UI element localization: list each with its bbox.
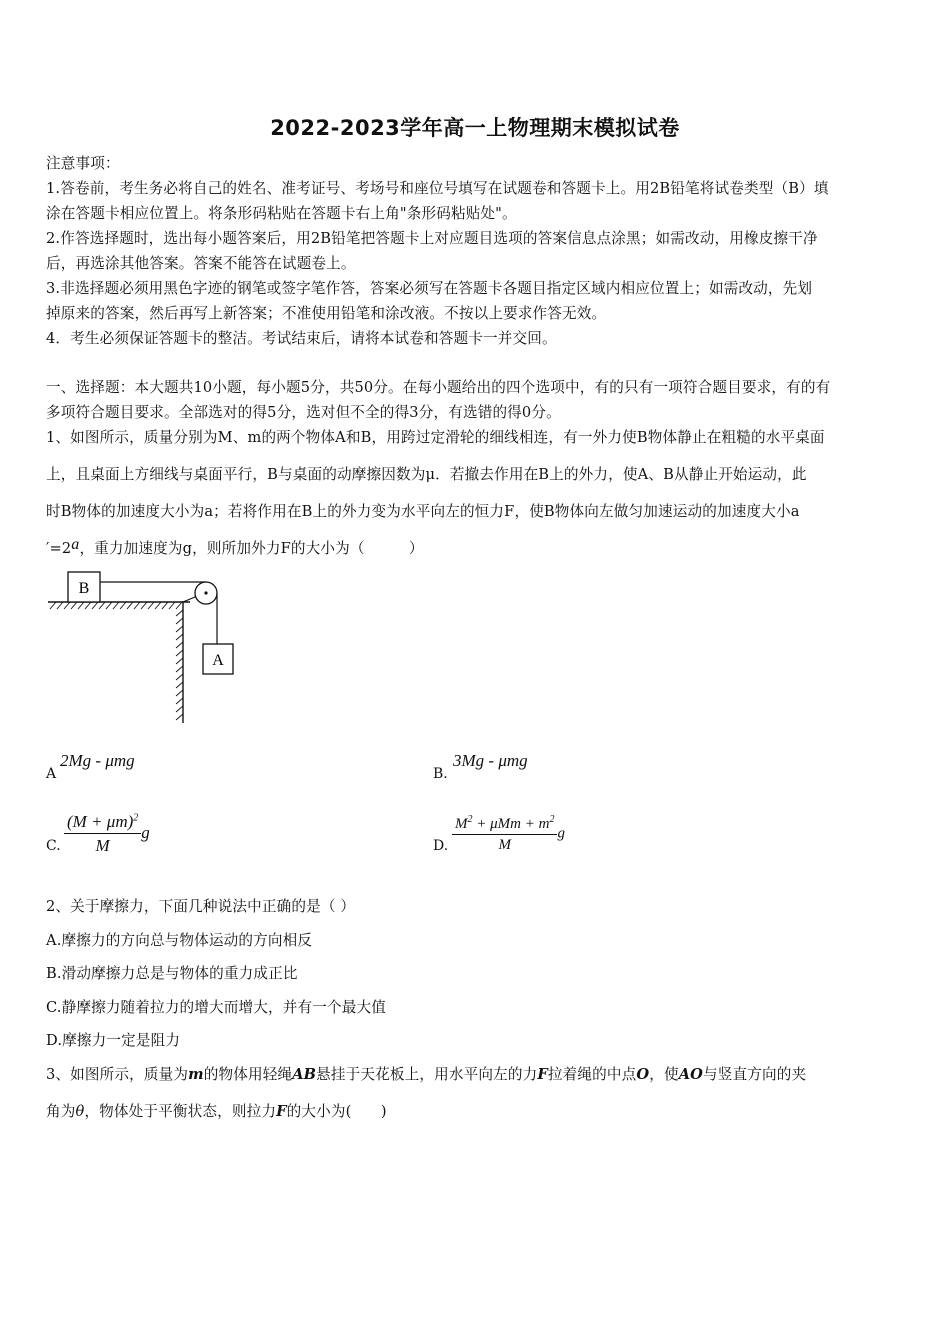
block-b-label: B	[78, 580, 90, 597]
section-intro-line: 一、选择题：本大题共10小题，每小题5分，共50分。在每小题给出的四个选项中，有的只有一项符合题目要求，有的有	[46, 379, 831, 396]
q3-var-ao: AO	[678, 1066, 704, 1083]
q3-var-theta: θ	[75, 1103, 85, 1120]
q2-option-d: D.摩擦力一定是阻力	[46, 1032, 181, 1049]
notice-heading: 注意事项：	[46, 155, 120, 172]
page-title: 2022-2023学年高一上物理期末模拟试卷	[270, 116, 680, 140]
q3-text: ，使	[649, 1066, 679, 1083]
notice-line: 涂在答题卡相应位置上。将条形码粘贴在答题卡右上角"条形码粘贴处"。	[46, 205, 517, 222]
q3-var-f: F	[276, 1103, 287, 1120]
section-intro-line: 多项符合题目要求。全部选对的得5分，选对但不全的得3分，有选错的得0分。	[46, 404, 561, 421]
q3-var-f: F	[537, 1066, 548, 1083]
q1-option-d-num-2: + μMm + m	[472, 816, 550, 832]
q1-option-d-exp-2: 2	[549, 814, 555, 825]
q3-text: 3、如图所示，质量为	[46, 1066, 189, 1083]
pulley-figure	[44, 568, 244, 728]
q1-option-c-g: g	[141, 822, 150, 842]
q3-var-m: m	[188, 1066, 204, 1083]
q1-option-c-numerator: (M + μm)	[67, 812, 134, 831]
q1-option-c-label: C.	[46, 838, 61, 854]
q3-var-o: O	[636, 1066, 650, 1083]
q3-text: 的大小为( )	[286, 1103, 387, 1120]
q1-a-symbol: a	[71, 536, 80, 553]
notice-line: 掉原来的答案，然后再写上新答案；不准使用铅笔和涂改液。不按以上要求作答无效。	[46, 305, 607, 322]
q1-stem-line-last	[46, 537, 906, 558]
q1-option-c-denominator: M	[95, 836, 110, 855]
q1-option-a-expr: 2Mg - μmg	[60, 751, 135, 770]
q1-option-c-expr	[64, 812, 150, 856]
notice-line: 1.答卷前，考生务必将自己的姓名、准考证号、考场号和座位号填写在试题卷和答题卡上。用2B铅笔将试卷类型（B）填	[46, 180, 829, 197]
notice-line: 2.作答选择题时，选出每小题答案后，用2B铅笔把答题卡上对应题目选项的答案信息点涂黑；如需改动，用橡皮擦干净	[46, 230, 818, 247]
q1-question-tail: ，重力加速度为g，则所加外力F的大小为（ ）	[79, 540, 424, 557]
q2-stem: 2、关于摩擦力，下面几种说法中正确的是（ ）	[46, 898, 356, 915]
notice-line: 后，再选涂其他答案。答案不能答在试题卷上。	[46, 255, 356, 272]
q3-text: 与竖直方向的夹	[703, 1066, 807, 1083]
q3-var-ab: AB	[292, 1066, 317, 1083]
q3-text: 角为	[46, 1103, 76, 1120]
q1-stem-line: 1、如图所示，质量分别为M、m的两个物体A和B，用跨过定滑轮的细线相连，有一外力使B物体静止在粗糙的水平桌面	[46, 429, 825, 446]
q1-option-b-expr: 3Mg - μmg	[453, 751, 528, 770]
q2-option-b: B.滑动摩擦力总是与物体的重力成正比	[46, 965, 298, 982]
q2-option-a: A.摩擦力的方向总与物体运动的方向相反	[46, 932, 313, 949]
q1-option-d-label: D.	[433, 838, 449, 854]
block-a-label: A	[212, 652, 224, 669]
q1-option-c-exponent: 2	[133, 812, 139, 824]
q1-option-d-exp-1: 2	[467, 814, 473, 825]
q1-option-d-num-1: M	[455, 816, 468, 832]
q1-stem-line: 时B物体的加速度大小为a；若将作用在B上的外力变为水平向左的恒力F，使B物体向左做匀加速运动的加速度大小a	[46, 503, 800, 520]
q3-text: 的物体用轻绳	[203, 1066, 293, 1083]
q1-option-b-label: B.	[433, 766, 448, 782]
q3-stem-line	[46, 1063, 906, 1084]
q1-option-d-g: g	[557, 825, 565, 842]
q3-text: 悬挂于天花板上，用水平向左的力	[316, 1066, 538, 1083]
q1-option-d-denominator: M	[498, 837, 511, 853]
notice-line: 3.非选择题必须用黑色字迹的钢笔或签字笔作答，答案必须写在答题卡各题目指定区域内相应位置上；如需改动，先划	[46, 280, 813, 297]
q3-stem-line	[46, 1100, 906, 1121]
q1-option-a-label: A	[46, 766, 57, 782]
q1-a-prime: ′=2	[46, 540, 72, 557]
q2-option-c: C.静摩擦力随着拉力的增大而增大，并有一个最大值	[46, 999, 386, 1016]
q1-option-d-expr	[452, 814, 565, 854]
q3-text: 拉着绳的中点	[547, 1066, 637, 1083]
q1-stem-line: 上，且桌面上方细线与桌面平行，B与桌面的动摩擦因数为μ．若撤去作用在B上的外力，使A、B从静止开始运动，此	[46, 466, 807, 483]
notice-line: 4．考生必须保证答题卡的整洁。考试结束后，请将本试卷和答题卡一并交回。	[46, 330, 557, 347]
q3-text: ，物体处于平衡状态，则拉力	[84, 1103, 277, 1120]
